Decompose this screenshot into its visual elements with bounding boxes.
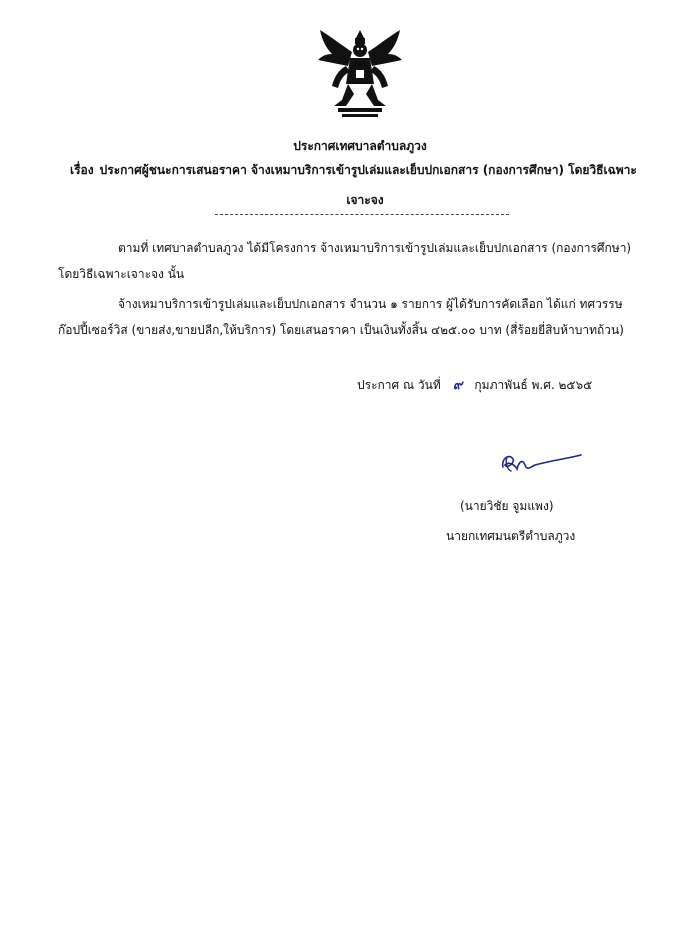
subject-continuation: เจาะจง <box>346 193 384 207</box>
subject-text: ประกาศผู้ชนะการเสนอราคา จ้างเหมาบริการเข้ารูปเล่มและเย็บปกเอกสาร (กองการศึกษา) โดยวิธีเฉพาะ <box>99 163 637 177</box>
paragraph-1-line-2: โดยวิธีเฉพาะเจาะจง นั้น <box>58 267 185 281</box>
paragraph-2-line-1: จ้างเหมาบริการเข้ารูปเล่มและเย็บปกเอกสาร จำนวน ๑ รายการ ผู้ได้รับการคัดเลือก ได้แก่ ทศวรรษ <box>118 297 623 311</box>
handwritten-signature <box>495 449 585 479</box>
announcement-date <box>357 374 592 395</box>
paragraph-2-line-2: ก๊อปปี้เซอร์วิส (ขายส่ง,ขายปลีก,ให้บริการ) โดยเสนอราคา เป็นเงินทั้งสิ้น ๔๒๕.๐๐ บาท (สี่ร้อยยี่สิบห้าบาทถ้วน) <box>58 323 624 337</box>
subject-label: เรื่อง <box>70 163 94 177</box>
paragraph-1-line-1: ตามที่ เทศบาลตำบลภูวง ได้มีโครงการ จ้างเหมาบริการเข้ารูปเล่มและเย็บปกเอกสาร (กองการศึกษา) <box>118 241 632 255</box>
document-subject <box>70 161 650 180</box>
signer-position: นายกเทศมนตรีตำบลภูวง <box>446 529 576 543</box>
announcement-day: ๙ <box>452 378 463 393</box>
signer-name: (นายวิชัย จูมแพง) <box>460 499 554 513</box>
announcement-month-year: กุมภาพันธ์ พ.ศ. ๒๕๖๕ <box>474 378 593 392</box>
garuda-emblem-icon <box>312 26 408 122</box>
document-issuer: ประกาศเทศบาลตำบลภูวง <box>293 139 427 153</box>
section-divider <box>215 214 509 215</box>
announcement-prefix: ประกาศ ณ วันที่ <box>357 378 441 392</box>
